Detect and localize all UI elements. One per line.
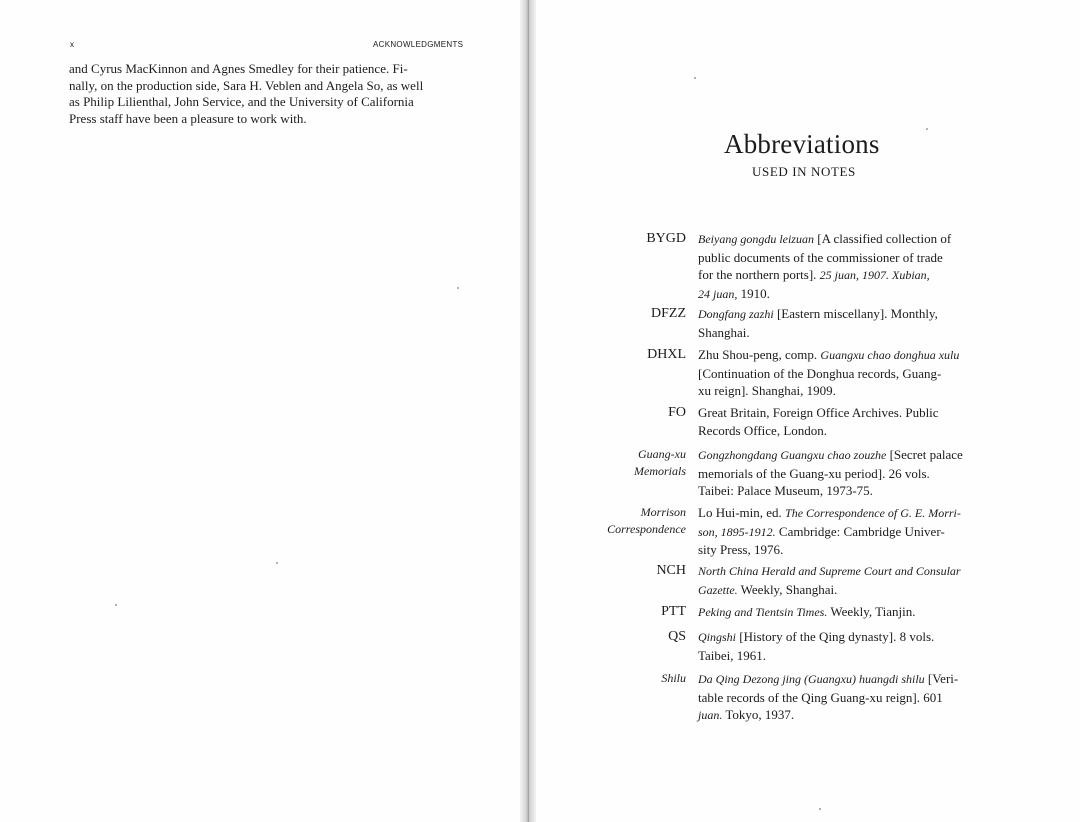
definition-line	[698, 689, 992, 707]
italic-title-text: North China Herald and Supreme Court and Consular	[698, 564, 961, 578]
italic-title-text: Peking and Tientsin Times.	[698, 605, 828, 619]
definition-text: [Continuation of the Donghua records, Guang-	[698, 365, 942, 381]
definition-text: xu reign]. Shanghai, 1909.	[698, 383, 836, 398]
abbreviation-entry	[600, 504, 992, 559]
definition-text: Weekly, Shanghai.	[737, 581, 838, 597]
abbreviation-term-line: PTT	[661, 604, 686, 619]
italic-title-text: Guangxu chao donghua xulu	[820, 348, 960, 362]
definition-text: [Eastern miscellany]. Monthly,	[773, 306, 938, 321]
italic-title-text: 24 juan,	[698, 286, 738, 301]
abbreviation-term	[600, 346, 698, 400]
page-subtitle: USED IN NOTES	[752, 164, 856, 179]
abbreviation-entry	[600, 628, 992, 664]
italic-title-text: 25 juan, 1907. Xubian,	[819, 268, 930, 282]
definition-line	[698, 422, 992, 440]
italic-title-text: Gongzhongdang Guangxu chao zouzhe	[698, 448, 887, 462]
definition-line	[698, 706, 992, 725]
abbreviation-entry	[600, 446, 992, 500]
italic-title-text: The Correspondence of G. E. Morri-	[785, 506, 961, 520]
abbreviation-term	[600, 562, 698, 599]
definition-text: Lo Hui-min, ed.	[698, 505, 786, 520]
abbreviation-definition	[698, 404, 992, 439]
abbreviation-term	[600, 628, 698, 664]
abbreviation-term	[600, 230, 698, 303]
abbreviation-term-line: Shilu	[661, 671, 686, 685]
definition-text: Tokyo, 1937.	[722, 707, 795, 722]
italic-title-text: juan.	[698, 708, 723, 722]
abbreviation-definition	[698, 230, 992, 303]
running-head: ACKNOWLEDGMENTS	[373, 40, 464, 49]
abbreviation-definition	[698, 446, 992, 500]
paragraph-line: nally, on the production side, Sara H. Veblen and Angela So, as well	[69, 77, 424, 93]
abbreviation-entry	[600, 603, 992, 622]
abbreviation-definition	[698, 670, 992, 725]
definition-text: [A classified collection of	[813, 231, 952, 246]
abbreviation-term-line: QS	[668, 629, 686, 644]
definition-line	[698, 628, 992, 647]
definition-text: Shanghai.	[698, 324, 750, 340]
definition-text: Records Office, London.	[698, 422, 828, 438]
paper-speck	[694, 77, 696, 79]
definition-text: Zhu Shou-peng, comp.	[698, 347, 821, 362]
page-number: x	[70, 40, 75, 49]
definition-text: Great Britain, Foreign Office Archives. Public	[698, 405, 939, 420]
abbreviation-term	[600, 504, 698, 559]
abbreviation-term-line: Memorials	[634, 464, 686, 478]
paper-speck	[819, 808, 821, 810]
definition-text: [Veri-	[924, 671, 959, 686]
page-title: Abbreviations	[724, 129, 880, 159]
abbreviation-term-line: Correspondence	[607, 522, 686, 536]
italic-title-text: Da Qing Dezong jing (Guangxu) huangdi shilu	[698, 672, 925, 686]
definition-line	[698, 404, 992, 422]
definition-line	[698, 603, 992, 622]
paper-speck	[115, 604, 117, 606]
definition-line	[698, 285, 992, 304]
abbreviation-entry	[600, 346, 992, 400]
definition-text: public documents of the commissioner of trade	[698, 249, 943, 265]
definition-text: memorials of the Guang-xu period]. 26 vols.	[698, 465, 930, 481]
abbreviation-entry	[600, 305, 992, 341]
paper-speck	[926, 128, 928, 130]
abbreviation-entry	[600, 404, 992, 439]
definition-line	[698, 581, 992, 600]
definition-line	[698, 382, 992, 400]
abbreviation-definition	[698, 562, 992, 599]
abbreviation-term-line: Guang-xu	[638, 447, 686, 461]
definition-text: Taibei: Palace Museum, 1973-75.	[698, 483, 873, 498]
abbreviation-term	[600, 603, 698, 622]
abbreviation-term-line: DFZZ	[651, 306, 686, 321]
abbreviation-definition	[698, 504, 992, 559]
definition-line	[698, 230, 992, 249]
italic-title-text: Beiyang gongdu leizuan	[698, 232, 814, 246]
definition-line	[698, 365, 992, 383]
definition-line	[698, 266, 992, 285]
definition-text: 1910.	[737, 285, 770, 301]
definition-line	[698, 465, 992, 483]
paper-speck	[457, 287, 459, 289]
abbreviation-entry	[600, 230, 992, 303]
acknowledgments-paragraph	[69, 61, 465, 127]
definition-text: [History of the Qing dynasty]. 8 vols.	[736, 629, 935, 644]
italic-title-text: Qingshi	[698, 630, 737, 644]
abbreviation-term	[600, 670, 698, 725]
italic-title-text: son, 1895-1912.	[698, 524, 776, 539]
definition-text: table records of the Qing Guang-xu reign]. 601	[698, 689, 943, 705]
definition-line	[698, 647, 992, 665]
definition-text: Taibei, 1961.	[698, 647, 767, 663]
abbreviation-term-line: FO	[668, 405, 686, 420]
abbreviation-entry	[600, 670, 992, 725]
abbreviation-term	[600, 446, 698, 500]
definition-text: Cambridge: Cambridge Univer-	[775, 523, 945, 539]
definition-line	[698, 541, 992, 559]
abbreviation-term-line: NCH	[656, 563, 686, 578]
definition-line	[698, 670, 992, 689]
definition-line	[698, 324, 992, 342]
definition-text: for the northern ports].	[698, 267, 820, 282]
italic-title-text: Dongfang zazhi	[698, 307, 774, 321]
definition-line	[698, 446, 992, 465]
abbreviation-entry	[600, 562, 992, 599]
paragraph-line: as Philip Lilienthal, John Service, and the University of California	[69, 94, 414, 109]
paragraph-line: Press staff have been a pleasure to work with.	[69, 110, 307, 126]
abbreviation-term-line: DHXL	[647, 347, 686, 362]
definition-line	[698, 249, 992, 267]
abbreviation-definition	[698, 603, 992, 622]
gutter-fold-line	[528, 0, 529, 822]
abbreviation-term-line: Morrison	[640, 505, 686, 519]
paragraph-line: and Cyrus MacKinnon and Agnes Smedley for their patience. Fi-	[69, 61, 408, 76]
definition-line	[698, 482, 992, 500]
definition-text: Weekly, Tianjin.	[827, 604, 916, 619]
definition-line	[698, 305, 992, 324]
abbreviation-definition	[698, 346, 992, 400]
definition-line	[698, 523, 992, 542]
definition-line	[698, 562, 992, 581]
definition-text: sity Press, 1976.	[698, 542, 784, 557]
abbreviation-term	[600, 404, 698, 439]
abbreviation-definition	[698, 305, 992, 341]
paper-speck	[276, 562, 278, 564]
definition-text: [Secret palace	[886, 447, 963, 462]
abbreviation-term	[600, 305, 698, 341]
italic-title-text: Gazette.	[698, 582, 738, 597]
definition-line	[698, 504, 992, 523]
abbreviation-term-line: BYGD	[646, 231, 686, 246]
definition-line	[698, 346, 992, 365]
abbreviation-definition	[698, 628, 992, 664]
